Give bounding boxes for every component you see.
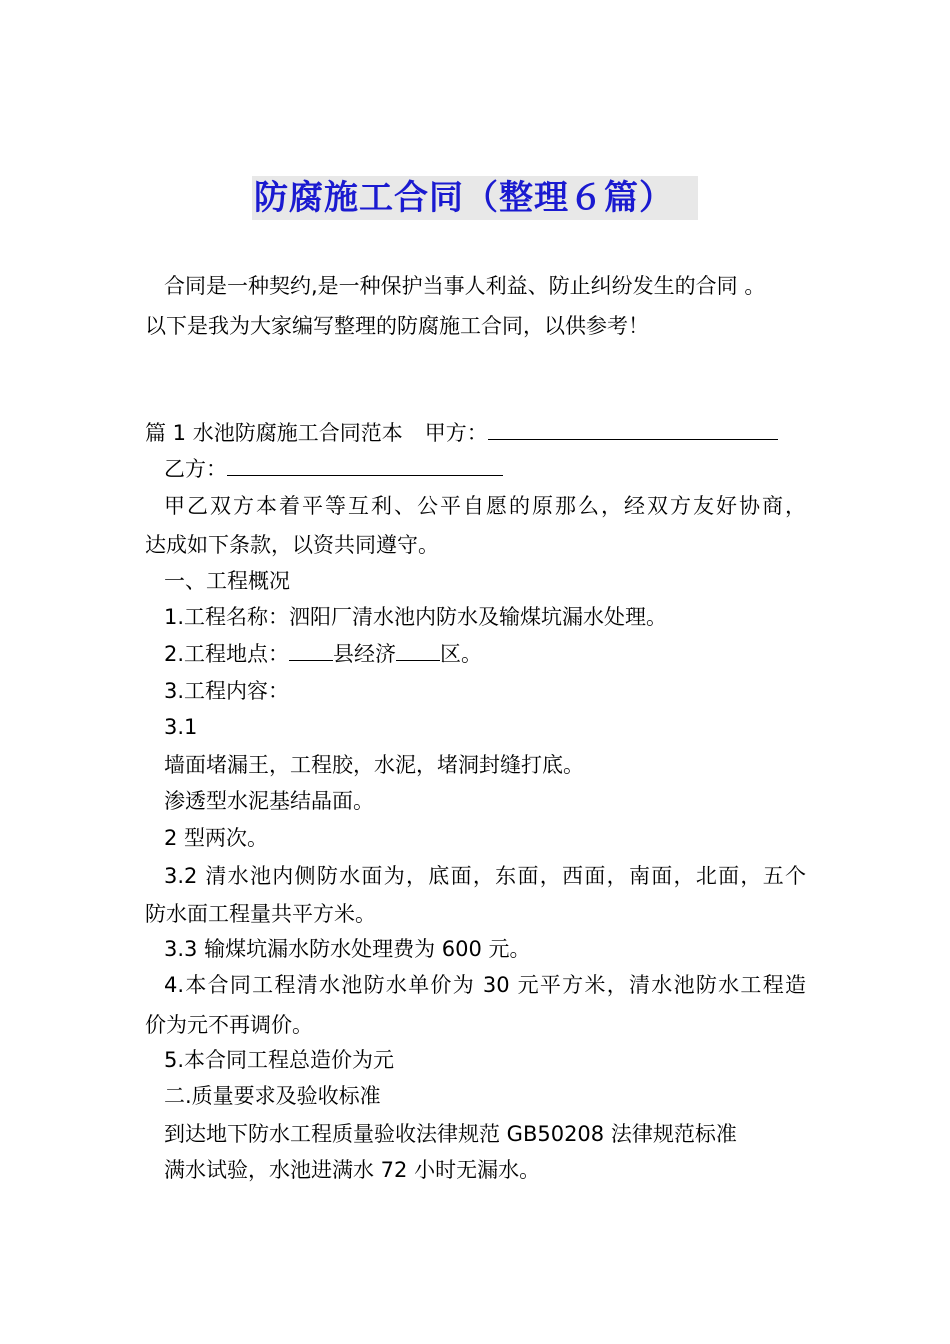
party-a-label: 甲方： <box>424 421 488 445</box>
clause-4-line-2: 价为元不再调价。 <box>145 1013 313 1037</box>
party-b-blank <box>227 455 503 476</box>
clause-3-3: 3.3 输煤坑漏水防水处理费为 600 元。 <box>164 937 531 961</box>
document-title: 防腐施工合同（整理６篇） <box>252 176 698 220</box>
intro-line-2: 以下是我为大家编写整理的防腐施工合同，以供参考！ <box>145 314 649 338</box>
clause-4-line-1: 4.本合同工程清水池防水单价为 30 元平方米，清水池防水工程造 <box>164 973 806 997</box>
location-end: 区。 <box>440 642 483 666</box>
clause-project-location <box>164 640 482 668</box>
clause-project-name: 1.工程名称：泗阳厂清水池内防水及输煤坑漏水处理。 <box>164 605 668 629</box>
clause-wall-treatment: 墙面堵漏王，工程胶，水泥，堵洞封缝打底。 <box>164 753 584 777</box>
location-mid: 县经济 <box>333 642 397 666</box>
title-wrap <box>0 176 950 220</box>
clause-3-2-line-1: 3.2 清水池内侧防水面为，底面，东面，西面，南面，北面，五个 <box>164 864 806 888</box>
clause-3-1: 3.1 <box>164 715 198 739</box>
location-label: 2.工程地点： <box>164 642 290 666</box>
party-a-blank <box>488 419 778 440</box>
principle-line-2: 达成如下条款，以资共同遵守。 <box>145 533 439 557</box>
clause-project-content: 3.工程内容： <box>164 679 290 703</box>
clause-type-2: 2 型两次。 <box>164 826 269 850</box>
clause-standard: 到达地下防水工程质量验收法律规范 GB50208 法律规范标准 <box>164 1122 737 1146</box>
clause-heading-2: 二.质量要求及验收标准 <box>164 1084 381 1108</box>
section-heading: 篇 1 水池防腐施工合同范本 <box>145 421 403 445</box>
location-blank-1 <box>289 640 333 661</box>
clause-3-2-line-2: 防水面工程量共平方米。 <box>145 902 376 926</box>
clause-water-test: 满水试验，水池进满水 72 小时无漏水。 <box>164 1158 541 1182</box>
intro-line-1: 合同是一种契约,是一种保护当事人利益、防止纠纷发生的合同 。 <box>164 274 766 298</box>
party-b-row <box>164 455 503 483</box>
clause-crystal-surface: 渗透型水泥基结晶面。 <box>164 789 374 813</box>
location-blank-2 <box>396 640 440 661</box>
party-b-label: 乙方： <box>164 457 227 481</box>
clause-5: 5.本合同工程总造价为元 <box>164 1048 395 1072</box>
section-heading-row <box>145 419 778 447</box>
principle-line-1: 甲乙双方本着平等互利、公平自愿的原那么，经双方友好协商， <box>164 494 806 518</box>
clause-heading-1: 一、工程概况 <box>164 569 290 593</box>
